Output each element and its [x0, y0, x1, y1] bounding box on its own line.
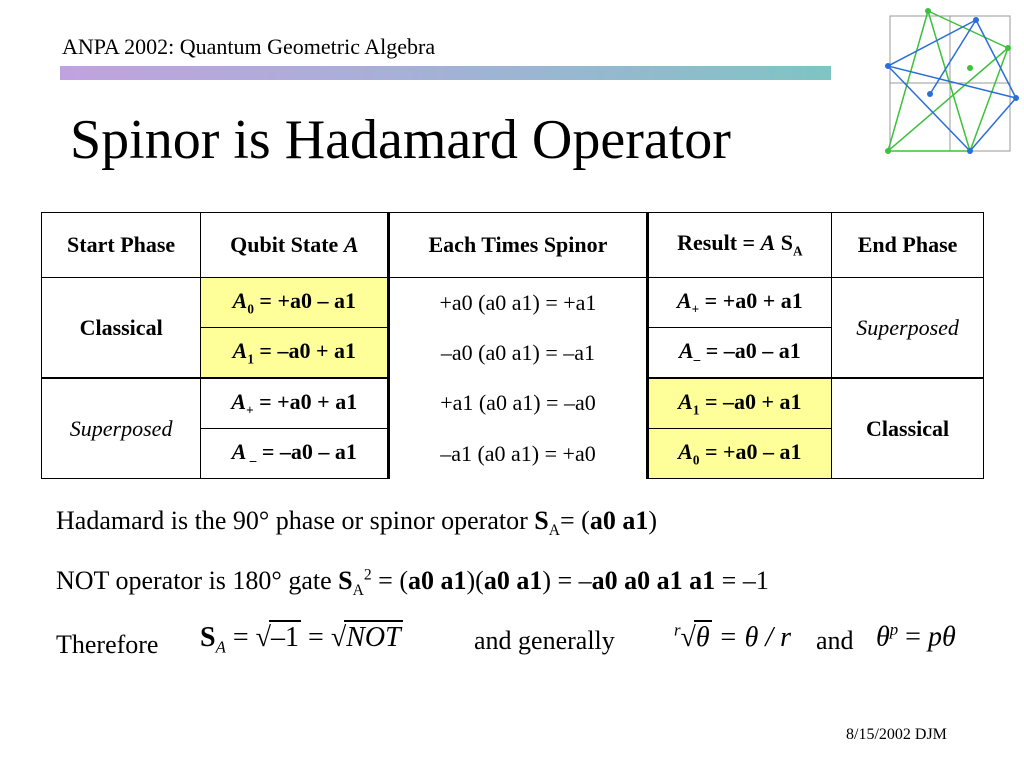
slide-title: Spinor is Hadamard Operator	[70, 109, 731, 171]
and-label: and	[816, 626, 854, 655]
slide-footer-date: 8/15/2002 DJM	[846, 726, 947, 743]
table-row	[42, 278, 984, 328]
times-cell: –a1 (a0 a1) = +a0	[389, 429, 647, 479]
qubit-cell: $A_1 = -a0 + a1$	[201, 328, 389, 379]
phase-table	[41, 212, 984, 479]
table-header-row	[42, 213, 984, 278]
header-accent-bar	[60, 66, 831, 80]
not-operator-statement: NOT operator is 180° gate $S_A^2 = (a0$ a1)(a0 a1) = –a0 a0 a1 a1 = –1	[56, 566, 769, 600]
power-formula: $\theta^p = p\theta$	[876, 620, 956, 653]
qubit-cell: $A_+ = +a0 + a1$	[201, 378, 389, 429]
therefore-label: Therefore	[56, 630, 159, 659]
group1-end-phase: Superposed	[832, 278, 984, 379]
times-cell: +a0 (a0 a1) = +a1	[389, 278, 647, 328]
header-result: Result = A $S_A$	[647, 213, 832, 278]
hadamard-statement: Hadamard is the 90° phase or spinor operator $S_A= (a0$ a1)	[56, 506, 657, 540]
result-cell: $A_- = -a0 - a1$	[647, 328, 832, 379]
times-cell: –a0 (a0 a1) = –a1	[389, 328, 647, 379]
times-cell: +a1 (a0 a1) = –a0	[389, 378, 647, 429]
table-row	[42, 378, 984, 429]
group2-end-phase: Classical	[832, 378, 984, 479]
general-root-formula: $^r$√θ = θ / r	[674, 620, 792, 653]
qubit-cell: $A_0 = +a0 - a1$	[201, 278, 389, 328]
group1-start-phase: Classical	[42, 278, 201, 379]
header-start-phase: Start Phase	[42, 213, 201, 278]
result-cell: $A_+ = +a0 + a1$	[647, 278, 832, 328]
and-generally-label: and generally	[474, 626, 615, 655]
spinor-root-formula: $S_A = √-1 = √NOT$	[200, 622, 401, 657]
header-end-phase: End Phase	[832, 213, 984, 278]
result-cell: $A_0 = +a0 - a1$	[647, 429, 832, 479]
geometric-cube-logo-icon	[880, 6, 1020, 156]
group2-start-phase: Superposed	[42, 378, 201, 479]
header-each-times-spinor: Each Times Spinor	[389, 213, 647, 278]
qubit-cell: A $_-$ = –a0 – a1	[201, 429, 389, 479]
result-cell: $A_1 = -a0 + a1$	[647, 378, 832, 429]
slide-header: ANPA 2002: Quantum Geometric Algebra	[62, 34, 436, 59]
header-qubit-state: Qubit State A	[201, 213, 389, 278]
